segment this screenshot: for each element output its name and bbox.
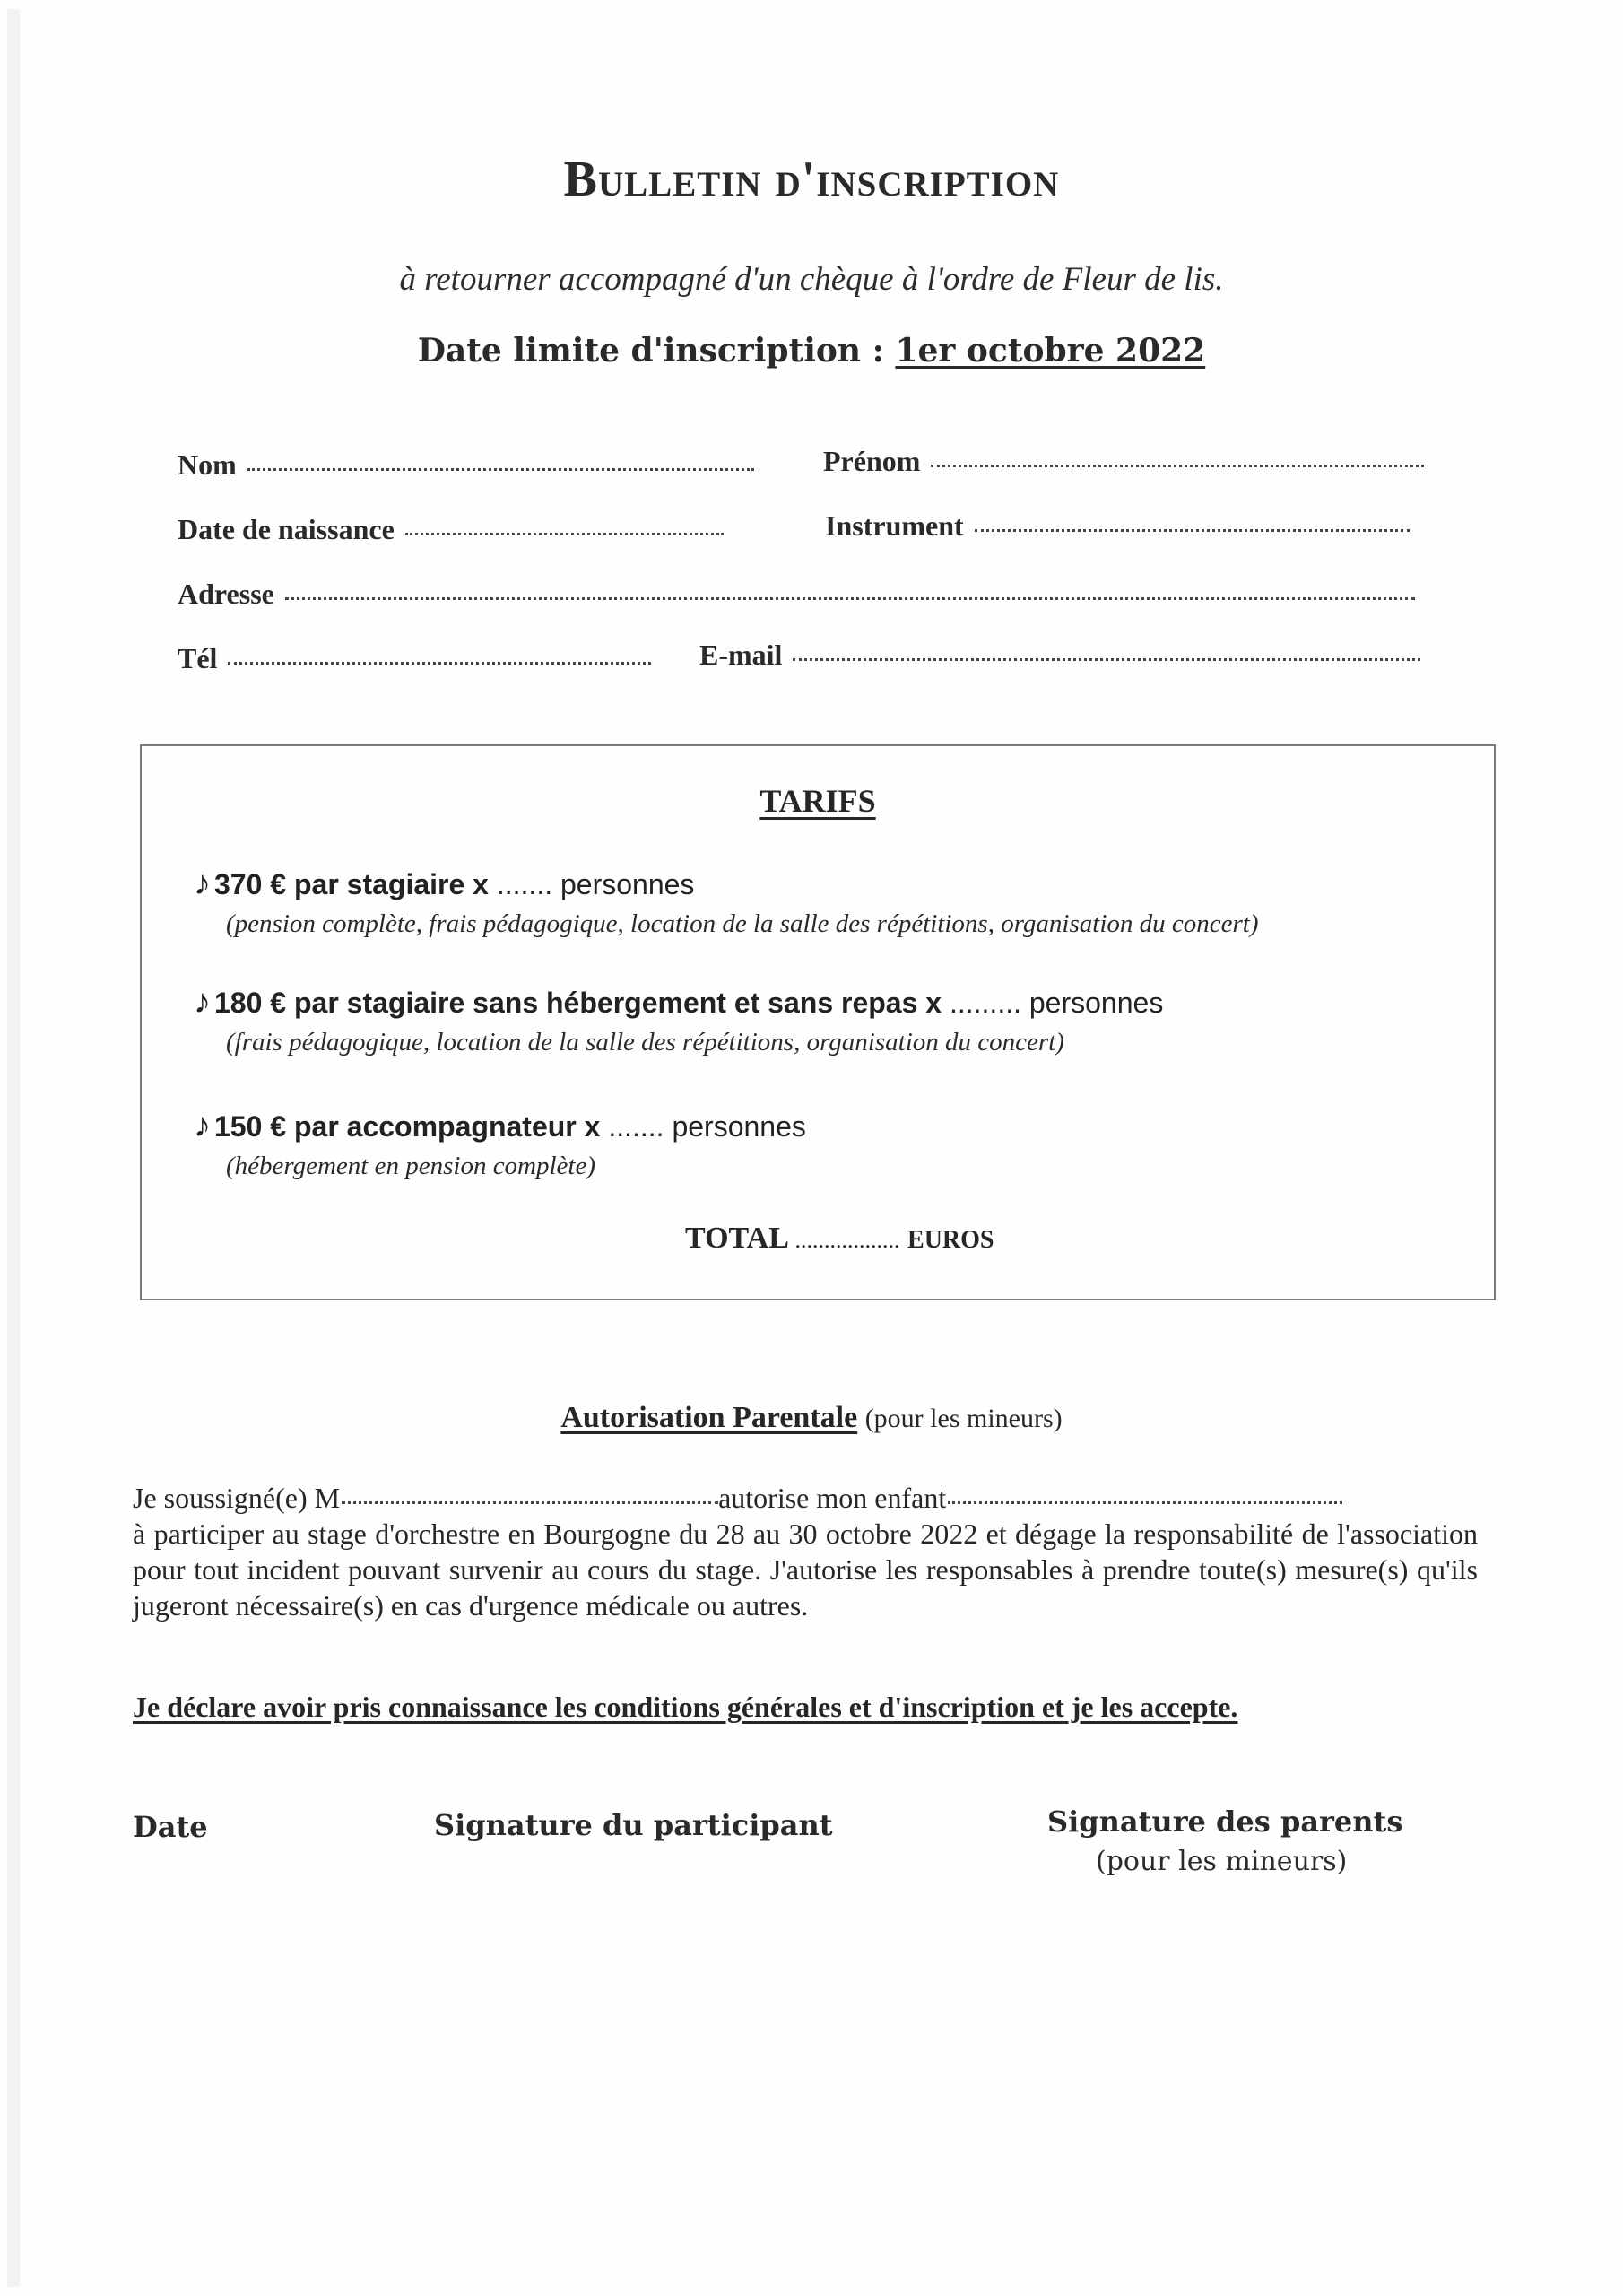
field-label: Date de naissance bbox=[178, 513, 395, 545]
autorise-label: autorise mon enfant bbox=[718, 1482, 947, 1514]
tarif-item-2 bbox=[194, 983, 1163, 1022]
tarif-qty-input[interactable]: ....... bbox=[608, 1110, 664, 1143]
eighth-note-icon: ♪ bbox=[194, 865, 211, 902]
tarif-qty-input[interactable]: ......... bbox=[949, 987, 1021, 1019]
tarif-qty-input[interactable]: ....... bbox=[496, 868, 553, 900]
page-title: Bulletin d'inscription bbox=[563, 152, 1060, 207]
deadline-date: 1er octobre 2022 bbox=[895, 332, 1206, 370]
authorization-heading bbox=[0, 1401, 1623, 1435]
tarif-unit: personnes bbox=[560, 868, 695, 900]
total-label: TOTAL bbox=[685, 1222, 788, 1255]
field-input-instrument[interactable] bbox=[975, 529, 1410, 532]
eighth-note-icon: ♪ bbox=[194, 1107, 211, 1144]
total-input[interactable]: .................. bbox=[794, 1227, 900, 1253]
field-input-email[interactable] bbox=[793, 658, 1420, 661]
total-unit: EUROS bbox=[907, 1226, 994, 1254]
field-prenom[interactable] bbox=[823, 445, 1424, 478]
signature-date-label: Date bbox=[133, 1810, 208, 1844]
tarifs-title: TARIFS bbox=[759, 783, 876, 819]
field-label: Instrument bbox=[825, 509, 964, 542]
authorization-line1 bbox=[133, 1480, 1478, 1516]
eighth-note-icon: ♪ bbox=[194, 983, 211, 1021]
field-adresse[interactable] bbox=[178, 578, 1415, 611]
subtitle: à retourner accompagné d'un chèque à l'ordre de Fleur de lis. bbox=[399, 261, 1224, 298]
deadline bbox=[0, 332, 1623, 370]
deadline-label: Date limite d'inscription : bbox=[417, 332, 896, 370]
authorization-body: à participer au stage d'orchestre en Bourgogne du 28 au 30 octobre 2022 et dégage la responsabilité de l'association pour tout incident pouvant survenir au cours du stage. J'autorise les responsables à prendre toute(s) mesure(s) qu'ils jugeront nécessaire(s) en cas d'urgence médicale ou autres. bbox=[133, 1518, 1478, 1622]
tarifs-box bbox=[140, 744, 1496, 1300]
field-input-adresse[interactable] bbox=[285, 597, 1415, 600]
tarif-detail-1: (pension complète, frais pédagogique, location de la salle des répétitions, organisation du concert) bbox=[226, 909, 1259, 938]
child-name-input[interactable] bbox=[948, 1501, 1342, 1504]
tarif-price: 180 € par stagiaire sans hébergement et sans repas x bbox=[214, 987, 942, 1019]
tarif-price: 370 € par stagiaire x bbox=[214, 868, 489, 900]
tarif-price: 150 € par accompagnateur x bbox=[214, 1110, 601, 1143]
field-input-date-naissance[interactable] bbox=[405, 533, 724, 535]
soussigne-label: Je soussigné(e) M bbox=[133, 1482, 341, 1514]
tarif-unit: personnes bbox=[1028, 987, 1164, 1019]
field-label: Adresse bbox=[178, 578, 274, 610]
signature-parents-label: Signature des parents bbox=[1047, 1805, 1403, 1839]
field-email[interactable] bbox=[699, 639, 1420, 672]
field-label: Nom bbox=[178, 448, 237, 481]
signature-parents-note: (pour les mineurs) bbox=[1096, 1846, 1348, 1877]
signature-participant-label: Signature du participant bbox=[434, 1808, 833, 1842]
field-label: E-mail bbox=[699, 639, 783, 671]
total-line bbox=[685, 1222, 994, 1256]
field-date-naissance[interactable] bbox=[178, 513, 724, 546]
tarif-unit: personnes bbox=[672, 1110, 806, 1143]
parent-name-input[interactable] bbox=[342, 1501, 718, 1504]
tarif-item-3 bbox=[194, 1107, 806, 1145]
field-label: Tél bbox=[178, 642, 218, 674]
declaration: Je déclare avoir pris connaissance les conditions générales et d'inscription et je les accepte. bbox=[133, 1691, 1238, 1723]
authorization-title: Autorisation Parentale bbox=[560, 1401, 858, 1434]
field-nom[interactable] bbox=[178, 448, 754, 482]
tarif-detail-2: (frais pédagogique, location de la salle des répétitions, organisation du concert) bbox=[226, 1028, 1064, 1057]
field-input-tel[interactable] bbox=[228, 662, 651, 665]
field-input-prenom[interactable] bbox=[931, 465, 1424, 467]
field-tel[interactable] bbox=[178, 642, 651, 675]
authorization-title-note: (pour les mineurs) bbox=[864, 1404, 1063, 1433]
authorization-paragraph bbox=[133, 1480, 1478, 1623]
tarif-detail-3: (hébergement en pension complète) bbox=[226, 1152, 596, 1180]
tarif-item-1 bbox=[194, 865, 694, 903]
field-instrument[interactable] bbox=[825, 509, 1410, 543]
field-input-nom[interactable] bbox=[247, 468, 754, 471]
field-label: Prénom bbox=[823, 445, 921, 477]
